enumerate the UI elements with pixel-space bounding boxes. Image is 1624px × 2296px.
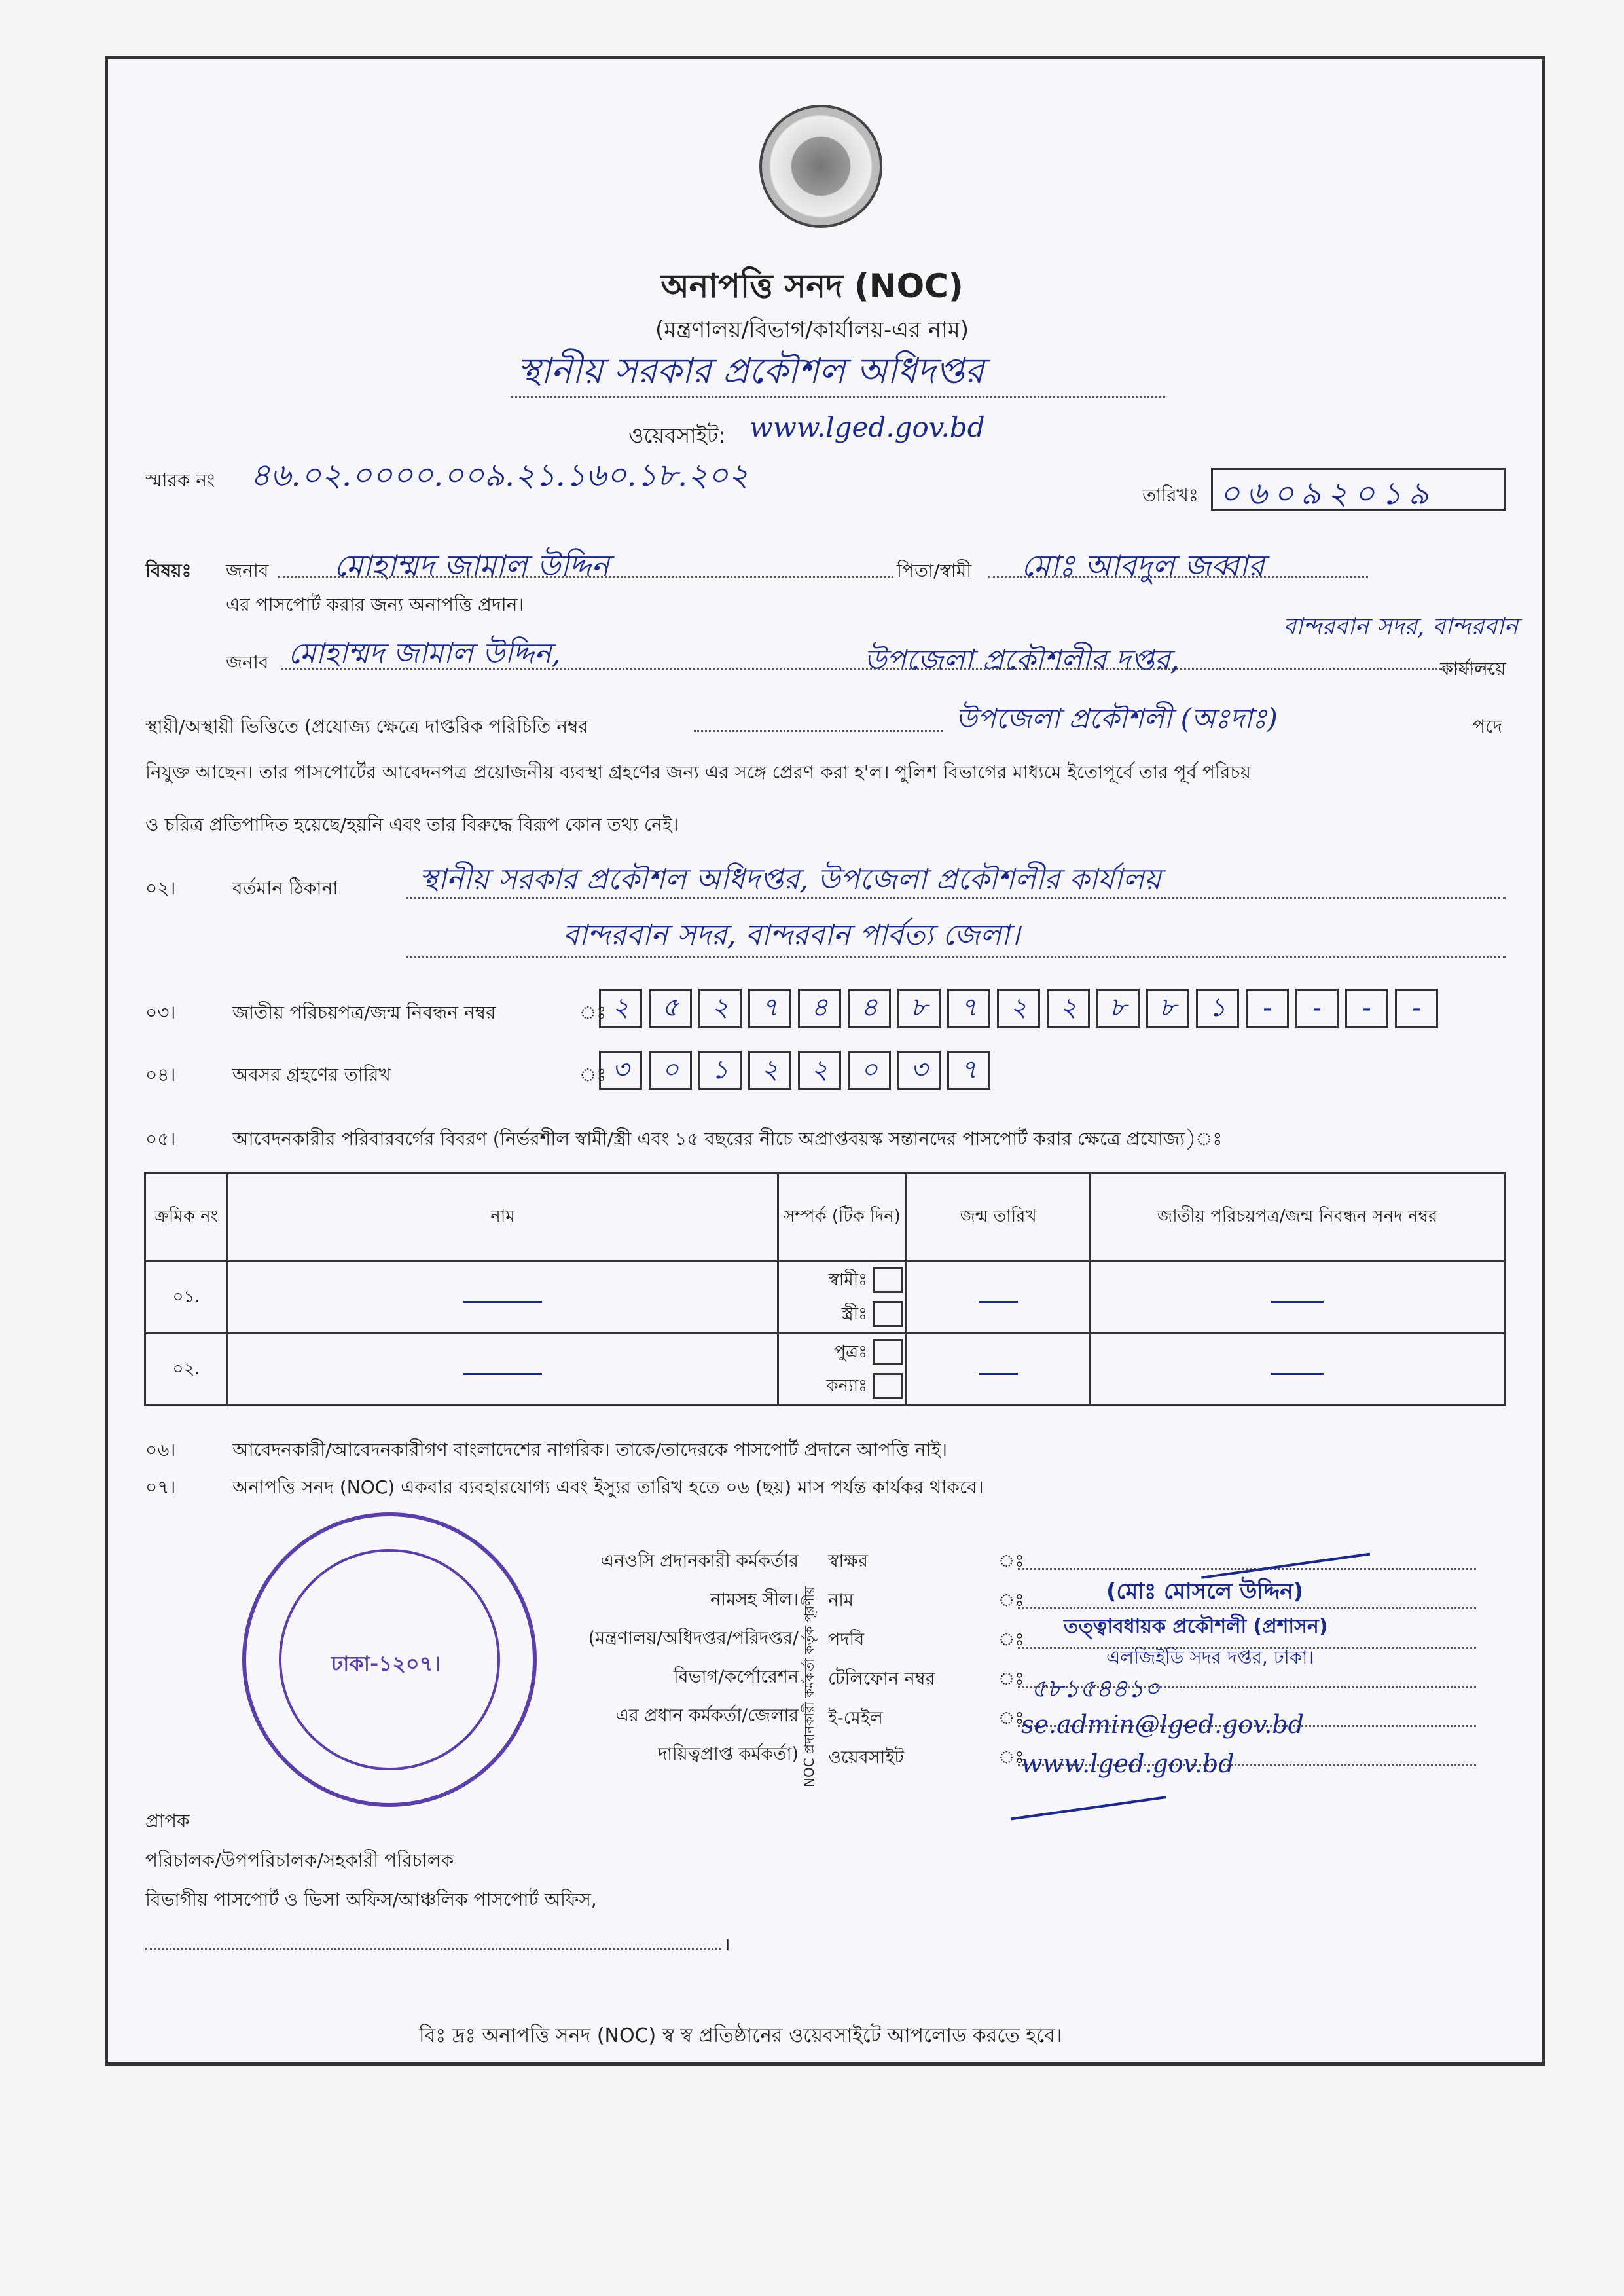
government-seal-icon — [759, 105, 882, 228]
digit-box: ২ — [997, 989, 1040, 1028]
recipient-label: প্রাপক — [145, 1810, 190, 1832]
row-birthdate — [907, 1262, 1091, 1334]
ministry-line — [511, 396, 1165, 398]
recipient-address-dots — [145, 1948, 721, 1950]
digit-box: - — [1295, 989, 1339, 1028]
signatory-left-line: (মন্ত্রণালয়/অধিদপ্তর/পরিদপ্তর/ — [588, 1628, 799, 1649]
nid-colon: ঃ — [579, 1002, 607, 1023]
subject-line2: এর পাসপোর্ট করার জন্য অনাপত্তি প্রদান। — [226, 594, 524, 615]
digit-box: - — [1395, 989, 1438, 1028]
signatory-left-line: বিভাগ/কর্পোরেশন — [673, 1667, 799, 1687]
daughter-checkbox[interactable] — [873, 1373, 903, 1399]
signatory-left-line: এনওসি প্রদানকারী কর্মকর্তার — [600, 1551, 799, 1571]
website-label: ওয়েবসাইট: — [628, 423, 726, 448]
digit-box: ২ — [748, 1051, 791, 1090]
father-line — [988, 576, 1368, 578]
digit-box: ৮ — [897, 989, 941, 1028]
address-line-1-dots — [406, 897, 1506, 899]
designation-stamp: তত্ত্বাবধায়ক প্রকৌশলী (প্রশাসন) — [1064, 1615, 1328, 1638]
signatory-left-line: নামসহ সীল। — [710, 1590, 799, 1610]
digit-box: ৭ — [947, 1051, 990, 1090]
digit-box: ২ — [698, 989, 742, 1028]
digit-box: ১ — [698, 1051, 742, 1090]
item-04-number: ০৪। — [145, 1064, 176, 1085]
ref-label: স্মারক নং — [145, 469, 215, 491]
item-02-number: ০২। — [145, 877, 176, 899]
nid-boxes — [599, 989, 1445, 1028]
row-serial: ০২. — [145, 1334, 228, 1406]
email-value: se.admin@lged.gov.bd — [1021, 1710, 1304, 1739]
digit-box: ৭ — [748, 989, 791, 1028]
father-label: পিতা/স্বামী — [897, 560, 972, 581]
field-label-signature: স্বাক্ষর — [828, 1551, 868, 1571]
digit-box: ২ — [1047, 989, 1090, 1028]
paragraph-1: নিযুক্ত আছেন। তার পাসপোর্টের আবেদনপত্র প্রয়োজনীয় ব্যবস্থা গ্রহণের জন্য এর সঙ্গে প্রেরণ করা হ'ল। পুলিশ বিভাগের মাধ্যমে ইতোপূর্বে তার পূর্ব পরিচয় — [145, 761, 1251, 783]
row-nid — [1091, 1262, 1505, 1334]
field-label-website: ওয়েবসাইট — [828, 1747, 905, 1768]
digit-box: ১ — [1196, 989, 1239, 1028]
field-label-email: ই-মেইল — [828, 1708, 883, 1728]
date-box: ০৬০৯২০১৯ — [1211, 468, 1506, 511]
digit-box: ৮ — [1096, 989, 1140, 1028]
website-value: www.lged.gov.bd — [749, 411, 985, 443]
retire-boxes — [599, 1051, 997, 1090]
office-name: উপজেলা প্রকৌশলীর দপ্তর, — [864, 644, 1180, 677]
digit-box: ০ — [649, 1051, 692, 1090]
karyalaye-label: কার্যালয়ে — [1440, 658, 1506, 680]
relation-son: পুত্রঃ — [834, 1341, 867, 1362]
retire-label: অবসর গ্রহণের তারিখ — [232, 1064, 391, 1085]
signatory-field-labels — [828, 1542, 935, 1777]
item-07-number: ০৭। — [145, 1476, 176, 1498]
header-relation: সম্পর্ক (টিক দিন) — [778, 1173, 907, 1262]
vertical-note: NOC প্রদানকারী কর্মকর্তা কর্তৃক পূরণীয় — [801, 1586, 817, 1787]
janab2-label: জনাব — [226, 651, 269, 673]
janab-label: জনাব — [226, 560, 269, 581]
family-table — [144, 1172, 1506, 1406]
item-05-number: ০৫। — [145, 1128, 176, 1150]
row-serial: ০১. — [145, 1262, 228, 1334]
father-name: মোঃ আবদুল জব্বার — [1021, 548, 1265, 583]
date-label: তারিখঃ — [1142, 484, 1199, 506]
item-06-text: আবেদনকারী/আবেদনকারীগণ বাংলাদেশের নাগরিক। তাকে/তাদেরকে পাসপোর্ট প্রদানে আপত্তি নাই। — [232, 1439, 948, 1461]
header-birthdate: জন্ম তারিখ — [907, 1173, 1091, 1262]
retire-colon: ঃ — [579, 1064, 607, 1085]
name-line — [278, 576, 893, 578]
office-location: বান্দরবান সদর, বান্দরবান — [1283, 613, 1519, 640]
digit-box: ২ — [599, 989, 642, 1028]
address-label: বর্তমান ঠিকানা — [232, 877, 338, 899]
address-line-2: বান্দরবান সদর, বান্দরবান পার্বত্য জেলা। — [563, 919, 1020, 952]
signatory-colons: ঃ ঃ ঃ ঃ ঃ ঃ — [998, 1551, 1024, 1768]
digit-box: ৩ — [599, 1051, 642, 1090]
post-name: উপজেলা প্রকৌশলী (অঃদাঃ) — [956, 702, 1278, 735]
recipient-line-1: পরিচালক/উপপরিচালক/সহকারী পরিচালক — [145, 1850, 454, 1871]
item-07-text: অনাপত্তি সনদ (NOC) একবার ব্যবহারযোগ্য এবং ইস্যুর তারিখ হতে ০৬ (ছয়) মাস পর্যন্ত কার্যকর থাকবে। — [232, 1476, 984, 1498]
nid-label: জাতীয় পরিচয়পত্র/জন্ম নিবন্ধন নম্বর — [232, 1002, 496, 1023]
relation-husband: স্বামীঃ — [828, 1269, 867, 1290]
footer-note: বিঃ দ্রঃ অনাপত্তি সনদ (NOC) স্ব স্ব প্রতিষ্ঠানের ওয়েবসাইটে আপলোড করতে হবে। — [419, 2024, 1062, 2047]
phone-value: ৫৮১৫৪৪১০ — [1031, 1674, 1161, 1703]
table-row — [145, 1334, 1505, 1406]
signatory-left-line: এর প্রধান কর্মকর্তা/জেলার — [615, 1705, 799, 1726]
office-stamp: এলজিইডি সদর দপ্তর, ঢাকা। — [1106, 1647, 1314, 1668]
subject-line3: স্থায়ী/অস্থায়ী ভিত্তিতে (প্রযোজ্য ক্ষেত্রে দাপ্তরিক পরিচিতি নম্বর — [145, 716, 588, 737]
digit-box: - — [1246, 989, 1289, 1028]
name-stamp: (মোঃ মোসলে উদ্দিন) — [1106, 1578, 1304, 1605]
digit-box: ৪ — [848, 989, 891, 1028]
field-label-phone: টেলিফোন নম্বর — [828, 1669, 935, 1689]
stamp-text: ঢাকা-১২০৭। — [331, 1651, 441, 1676]
document-subtitle: (মন্ত্রণালয়/বিভাগ/কার্যালয়-এর নাম) — [655, 317, 969, 343]
digit-box: ৭ — [947, 989, 990, 1028]
signatory-left — [491, 1542, 799, 1774]
field-label-name: নাম — [828, 1590, 854, 1611]
signatory-left-line: দায়িত্বপ্রাপ্ত কর্মকর্তা) — [658, 1744, 799, 1764]
recipient-line-2: বিভাগীয় পাসপোর্ট ও ভিসা অফিস/আঞ্চলিক পাসপোর্ট অফিস, — [145, 1889, 597, 1910]
ministry-name: স্থানীয় সরকার প্রকৌশল অধিদপ্তর — [517, 350, 984, 392]
digit-box: ৪ — [798, 989, 841, 1028]
row-name — [228, 1334, 778, 1406]
office-line — [281, 668, 1492, 670]
row-birthdate — [907, 1334, 1091, 1406]
digit-box: ৫ — [649, 989, 692, 1028]
husband-checkbox[interactable] — [873, 1267, 903, 1293]
document-title: অনাপত্তি সনদ (NOC) — [660, 267, 964, 305]
row-relation — [778, 1262, 907, 1334]
digit-box: ৮ — [1146, 989, 1189, 1028]
item-03-number: ০৩। — [145, 1002, 176, 1023]
pode-label: পদে — [1473, 716, 1502, 737]
row-nid — [1091, 1334, 1505, 1406]
header-nid: জাতীয় পরিচয়পত্র/জন্ম নিবন্ধন সনদ নম্বর — [1091, 1173, 1505, 1262]
table-row — [145, 1262, 1505, 1334]
son-checkbox[interactable] — [873, 1339, 903, 1365]
relation-daughter: কন্যাঃ — [826, 1376, 867, 1396]
address-line-1: স্থানীয় সরকার প্রকৌশল অধিদপ্তর, উপজেলা প্রকৌশলীর কার্যালয় — [419, 863, 1161, 896]
subject-label: বিষয়ঃ — [145, 560, 192, 581]
wife-checkbox[interactable] — [873, 1301, 903, 1327]
row-relation — [778, 1334, 907, 1406]
relation-wife: স্ত্রীঃ — [841, 1303, 867, 1324]
id-line — [694, 730, 943, 732]
applicant-name: মোহাম্মদ জামাল উদ্দিন — [334, 548, 609, 583]
digit-box: ০ — [848, 1051, 891, 1090]
digit-box: ২ — [798, 1051, 841, 1090]
header-serial: ক্রমিক নং — [145, 1173, 228, 1262]
website-handwritten: www.lged.gov.bd — [1021, 1749, 1235, 1778]
ref-number: ৪৬.০২.০০০০.০০৯.২১.১৬০.১৮.২০২ — [250, 457, 749, 494]
item-06-number: ০৬। — [145, 1439, 176, 1461]
field-label-designation: পদবি — [828, 1630, 865, 1650]
family-label: আবেদনকারীর পরিবারবর্গের বিবরণ (নির্ভরশীল স্বামী/স্ত্রী এবং ১৫ বছরের নীচে অপ্রাপ্তবয়স্ক সন্তানদের পাসপোর্ট করার ক্ষেত্রে প্রযোজ্য)ঃ — [232, 1128, 1223, 1150]
address-line-2-dots — [406, 956, 1506, 958]
digit-box: - — [1345, 989, 1388, 1028]
row-name — [228, 1262, 778, 1334]
applicant-name-2: মোহাম্মদ জামাল উদ্দিন, — [288, 637, 561, 670]
digit-box: ৩ — [897, 1051, 941, 1090]
recipient-end-mark: । — [723, 1933, 731, 1955]
header-name: নাম — [228, 1173, 778, 1262]
paragraph-2: ও চরিত্র প্রতিপাদিত হয়েছে/হয়নি এবং তার বিরুদ্ধে বিরূপ কোন তথ্য নেই। — [145, 814, 679, 835]
